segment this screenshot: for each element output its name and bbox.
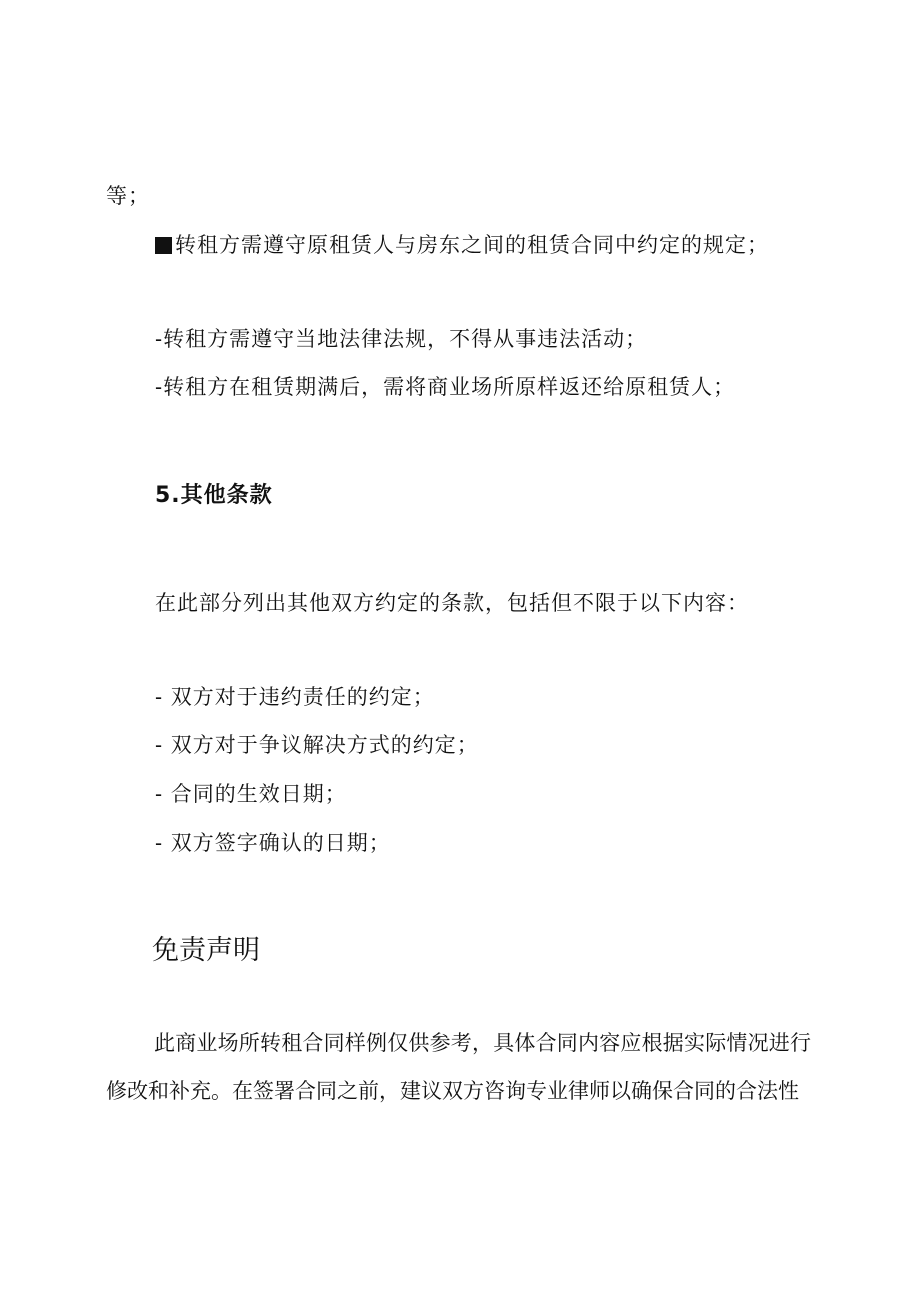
fragment-line: 等； xyxy=(106,184,150,208)
rule-text: 转租方需遵守当地法律法规，不得从事违法活动； xyxy=(163,327,648,351)
disclaimer-title: 免责声明 xyxy=(152,935,260,966)
list-item: - 双方对于违约责任的约定； xyxy=(155,685,435,709)
rule-text: 转租方需遵守原租赁人与房东之间的租赁合同中约定的规定； xyxy=(175,233,769,257)
dash-marker: - xyxy=(155,327,164,351)
square-bullet-icon xyxy=(155,237,172,254)
rule-item xyxy=(155,324,647,354)
rule-item xyxy=(155,230,769,260)
list-item: - 双方对于争议解决方式的约定； xyxy=(155,733,479,757)
disclaimer-line: 修改和补充。在签署合同之前，建议双方咨询专业律师以确保合同的合法性 xyxy=(106,1079,799,1103)
disclaimer-line: 此商业场所转租合同样例仅供参考，具体合同内容应根据实际情况进行 xyxy=(154,1031,812,1055)
dash-marker: - xyxy=(155,375,164,399)
section-title: 5.其他条款 xyxy=(155,483,273,508)
section-intro: 在此部分列出其他双方约定的条款，包括但不限于以下内容： xyxy=(155,591,749,615)
rule-text: 转租方在租赁期满后，需将商业场所原样返还给原租赁人； xyxy=(163,375,736,399)
list-item: - 双方签字确认的日期； xyxy=(155,831,391,855)
rule-item xyxy=(155,372,735,402)
list-item: - 合同的生效日期； xyxy=(155,782,347,806)
